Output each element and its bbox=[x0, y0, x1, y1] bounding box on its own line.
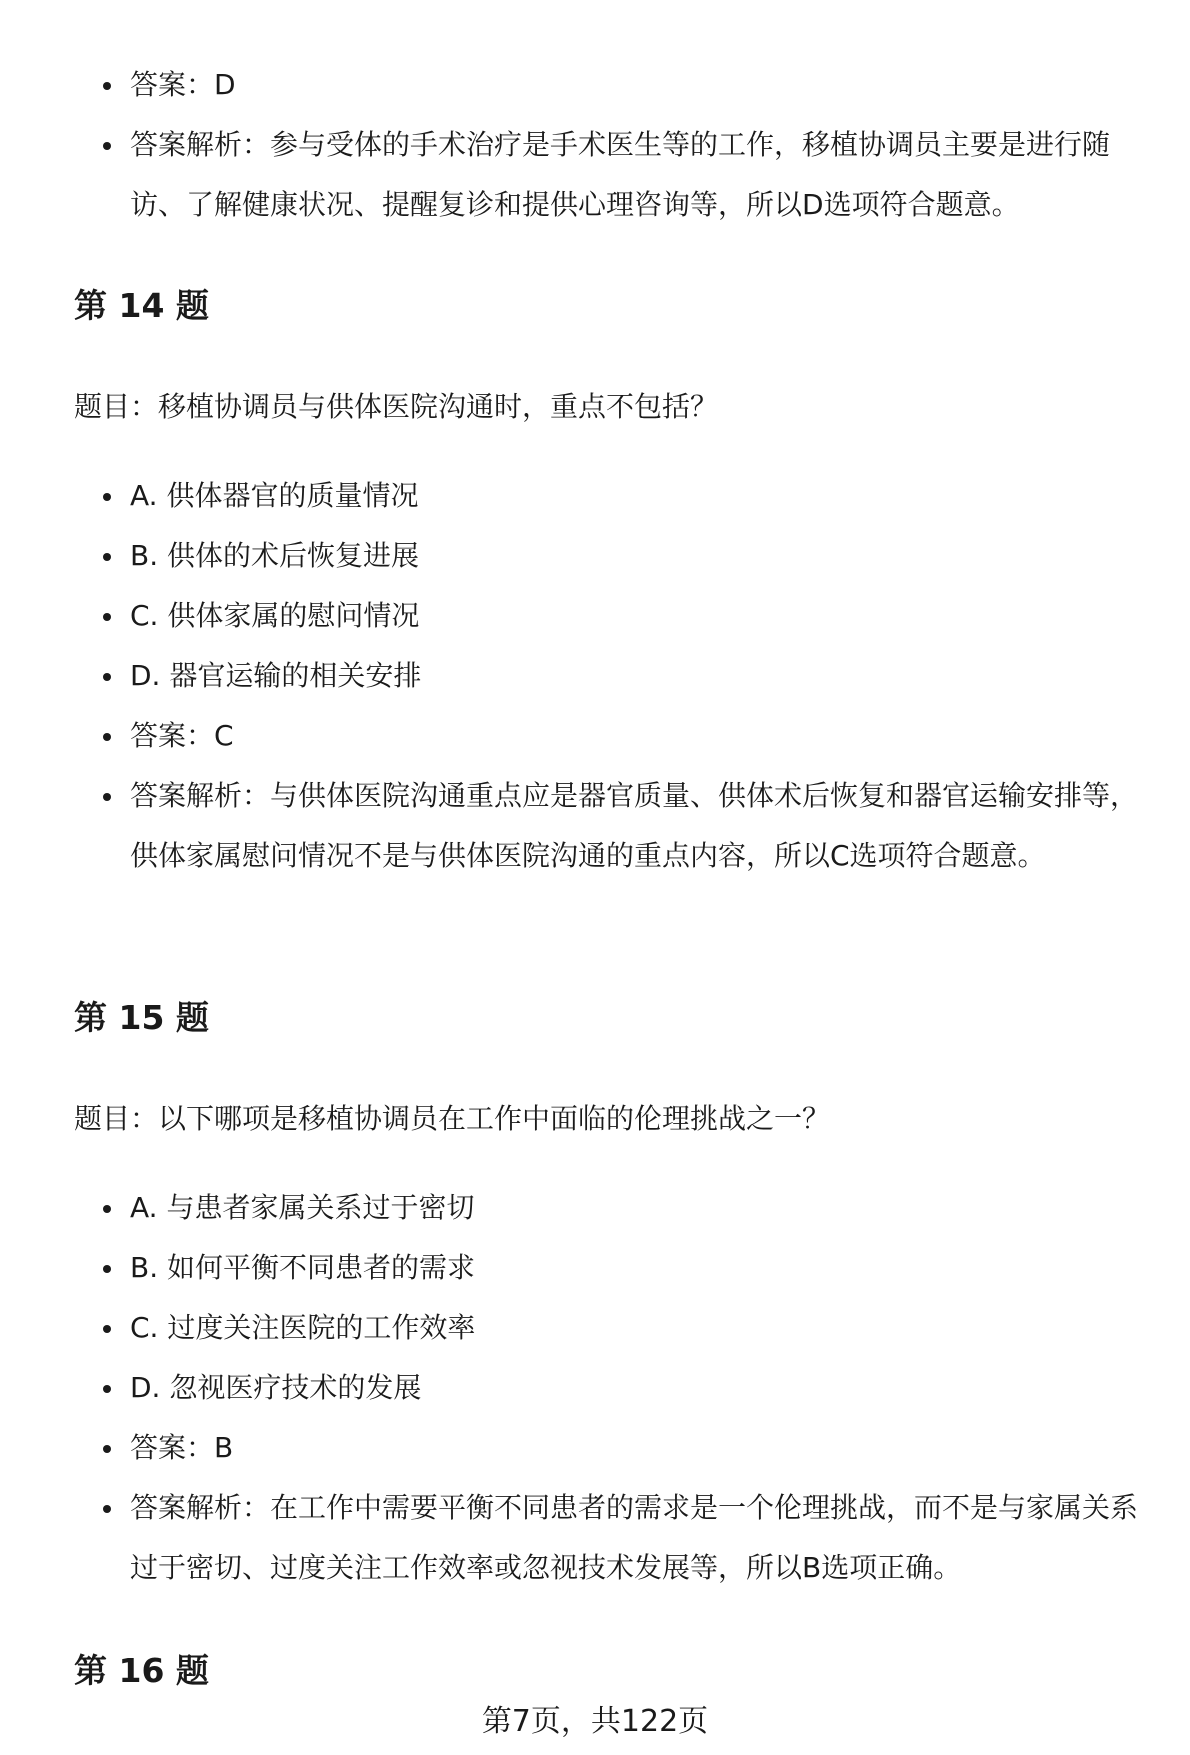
question-15 bbox=[0, 996, 1190, 1040]
option-d: D. 器官运输的相关安排 bbox=[0, 646, 1190, 706]
option-a: A. 供体器官的质量情况 bbox=[0, 466, 1190, 526]
question-15-body bbox=[0, 1097, 1190, 1141]
question-14 bbox=[0, 284, 1190, 328]
question-heading: 第 16 题 bbox=[74, 1651, 209, 1690]
option-list bbox=[0, 1178, 1190, 1598]
answer-item: 答案：D bbox=[0, 55, 1190, 115]
option-b: B. 供体的术后恢复进展 bbox=[0, 526, 1190, 586]
option-c: C. 过度关注医院的工作效率 bbox=[0, 1298, 1190, 1358]
option-list bbox=[0, 466, 1190, 886]
answer-item: 答案：B bbox=[0, 1418, 1190, 1478]
answer-item: 答案：C bbox=[0, 706, 1190, 766]
page-number: 第7页，共122页 bbox=[481, 1704, 709, 1739]
question-heading: 第 15 题 bbox=[74, 998, 209, 1037]
option-b: B. 如何平衡不同患者的需求 bbox=[0, 1238, 1190, 1298]
option-d: D. 忽视医疗技术的发展 bbox=[0, 1358, 1190, 1418]
question-text: 题目：以下哪项是移植协调员在工作中面临的伦理挑战之一？ bbox=[74, 1102, 831, 1135]
analysis-item: 答案解析：与供体医院沟通重点应是器官质量、供体术后恢复和器官运输安排等，供体家属慰问情况不是与供体医院沟通的重点内容，所以C选项符合题意。 bbox=[0, 766, 1190, 886]
option-c: C. 供体家属的慰问情况 bbox=[0, 586, 1190, 646]
question-15-options bbox=[0, 1178, 1190, 1598]
question-14-body bbox=[0, 385, 1190, 429]
analysis-item: 答案解析：在工作中需要平衡不同患者的需求是一个伦理挑战，而不是与家属关系过于密切、过度关注工作效率或忽视技术发展等，所以B选项正确。 bbox=[0, 1478, 1190, 1598]
question-14-options bbox=[0, 466, 1190, 886]
question-13-tail bbox=[0, 55, 1190, 235]
analysis-item: 答案解析：参与受体的手术治疗是手术医生等的工作，移植协调员主要是进行随访、了解健康状况、提醒复诊和提供心理咨询等，所以D选项符合题意。 bbox=[0, 115, 1190, 235]
question-heading: 第 14 题 bbox=[74, 286, 209, 325]
answer-list bbox=[0, 55, 1190, 235]
question-16 bbox=[0, 1649, 1190, 1693]
question-text: 题目：移植协调员与供体医院沟通时，重点不包括？ bbox=[74, 390, 719, 423]
option-a: A. 与患者家属关系过于密切 bbox=[0, 1178, 1190, 1238]
